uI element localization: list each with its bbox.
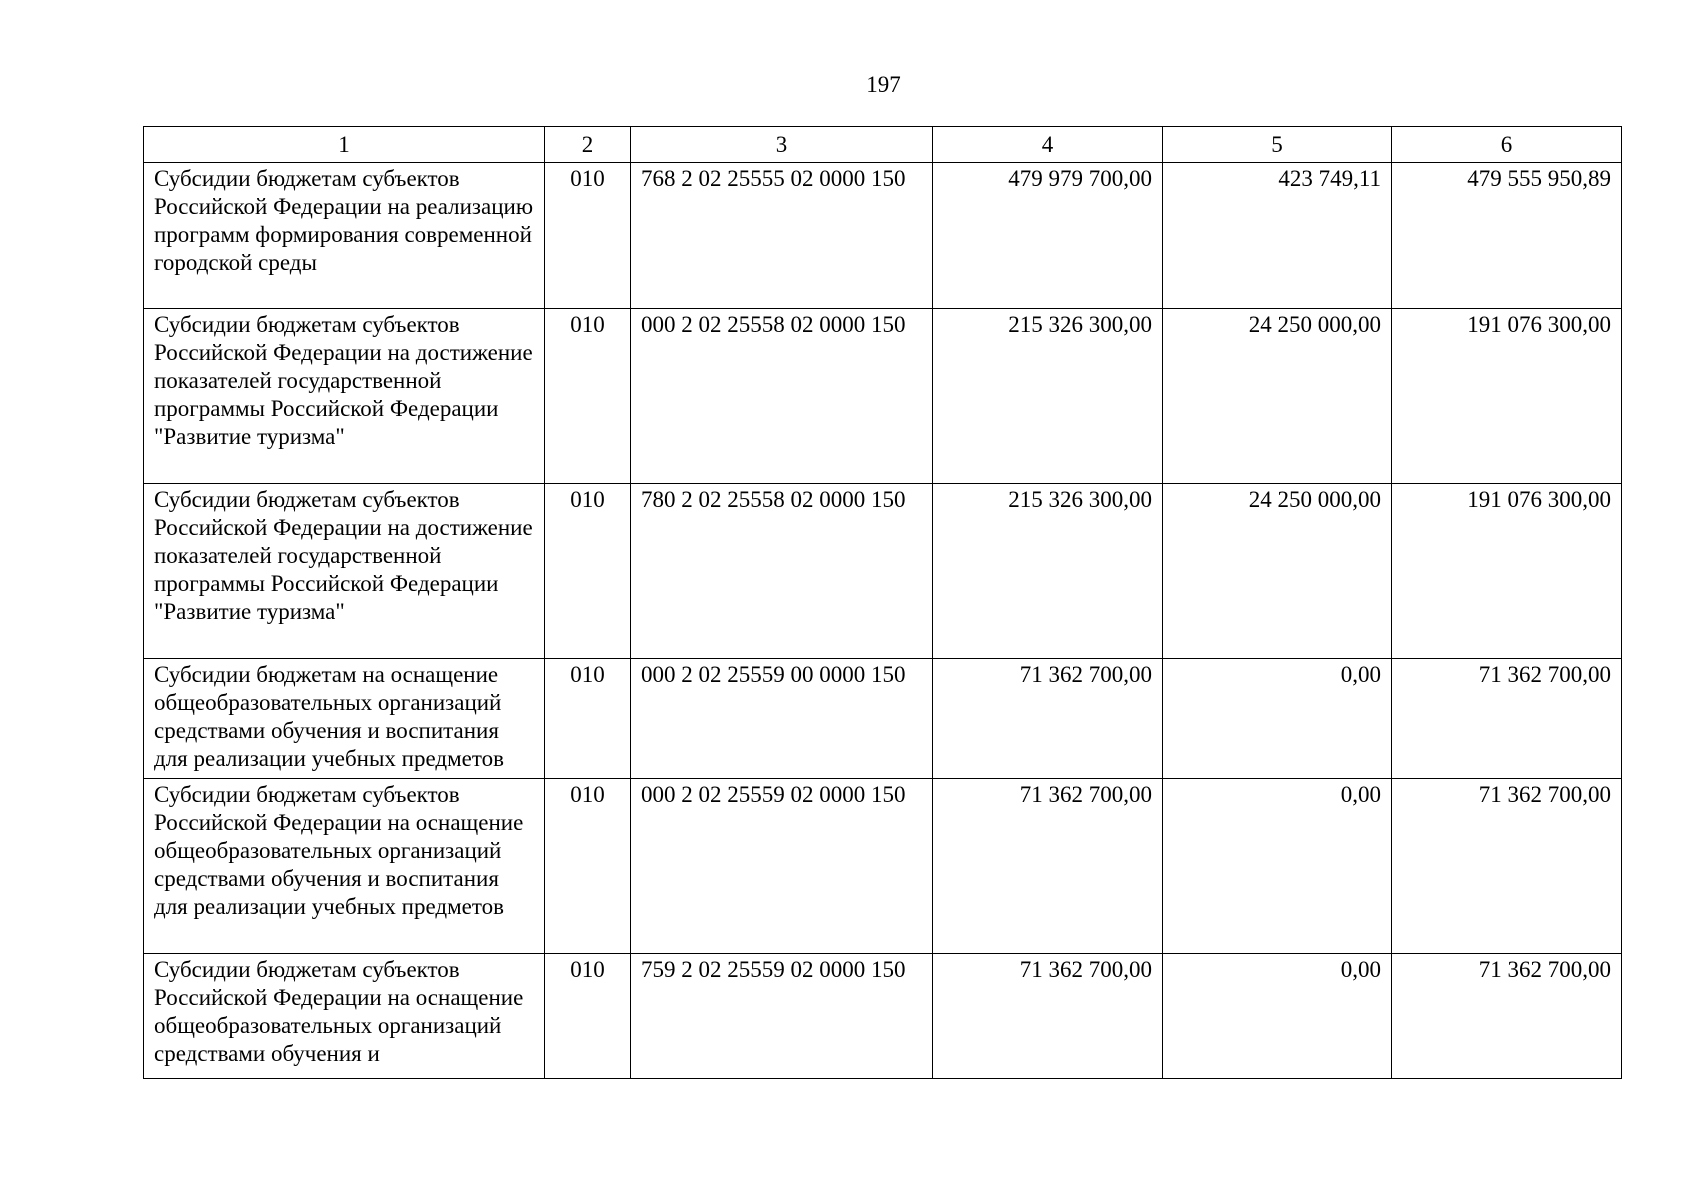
cell-line-code: 010 [545,659,631,779]
table-row [144,779,1622,954]
table-row [144,309,1622,484]
column-header-5: 5 [1163,127,1392,163]
cell-budget-code: 780 2 02 25558 02 0000 150 [631,484,933,659]
table-row [144,659,1622,779]
cell-budget-code: 768 2 02 25555 02 0000 150 [631,163,933,309]
table-body [144,163,1622,1079]
cell-line-code: 010 [545,484,631,659]
cell-col6: 479 555 950,89 [1392,163,1622,309]
column-header-3: 3 [631,127,933,163]
table-row [144,163,1622,309]
cell-name: Субсидии бюджетам субъектов Российской Федерации на достижение показателей государственной программы Российской Федерации "Развитие туризма" [144,309,545,484]
table-row [144,484,1622,659]
cell-line-code: 010 [545,309,631,484]
table-row [144,954,1622,1079]
cell-col5: 0,00 [1163,779,1392,954]
cell-name: Субсидии бюджетам субъектов Российской Федерации на оснащение общеобразовательных организаций средствами обучения и воспитания для реализации учебных предметов [144,779,545,954]
column-header-1: 1 [144,127,545,163]
table-header [144,127,1622,163]
cell-budget-code: 000 2 02 25559 02 0000 150 [631,779,933,954]
cell-col5: 0,00 [1163,954,1392,1079]
cell-col5: 423 749,11 [1163,163,1392,309]
cell-col4: 215 326 300,00 [933,484,1163,659]
column-header-4: 4 [933,127,1163,163]
cell-col4: 71 362 700,00 [933,779,1163,954]
cell-col4: 215 326 300,00 [933,309,1163,484]
cell-name: Субсидии бюджетам на оснащение общеобразовательных организаций средствами обучения и воспитания для реализации учебных предметов [144,659,545,779]
cell-name: Субсидии бюджетам субъектов Российской Федерации на реализацию программ формирования современной городской среды [144,163,545,309]
column-header-6: 6 [1392,127,1622,163]
cell-col5: 0,00 [1163,659,1392,779]
cell-col6: 191 076 300,00 [1392,484,1622,659]
cell-budget-code: 000 2 02 25558 02 0000 150 [631,309,933,484]
header-row [144,127,1622,163]
cell-line-code: 010 [545,954,631,1079]
cell-line-code: 010 [545,779,631,954]
cell-col4: 479 979 700,00 [933,163,1163,309]
cell-col6: 71 362 700,00 [1392,779,1622,954]
cell-col4: 71 362 700,00 [933,659,1163,779]
cell-col6: 191 076 300,00 [1392,309,1622,484]
page-number: 197 [866,72,901,97]
cell-col4: 71 362 700,00 [933,954,1163,1079]
cell-budget-code: 000 2 02 25559 00 0000 150 [631,659,933,779]
cell-col6: 71 362 700,00 [1392,659,1622,779]
cell-name: Субсидии бюджетам субъектов Российской Федерации на оснащение общеобразовательных организаций средствами обучения и [144,954,545,1079]
cell-col5: 24 250 000,00 [1163,309,1392,484]
budget-table [143,126,1622,1079]
cell-line-code: 010 [545,163,631,309]
cell-col5: 24 250 000,00 [1163,484,1392,659]
cell-col6: 71 362 700,00 [1392,954,1622,1079]
cell-name: Субсидии бюджетам субъектов Российской Федерации на достижение показателей государственной программы Российской Федерации "Развитие туризма" [144,484,545,659]
cell-budget-code: 759 2 02 25559 02 0000 150 [631,954,933,1079]
column-header-2: 2 [545,127,631,163]
